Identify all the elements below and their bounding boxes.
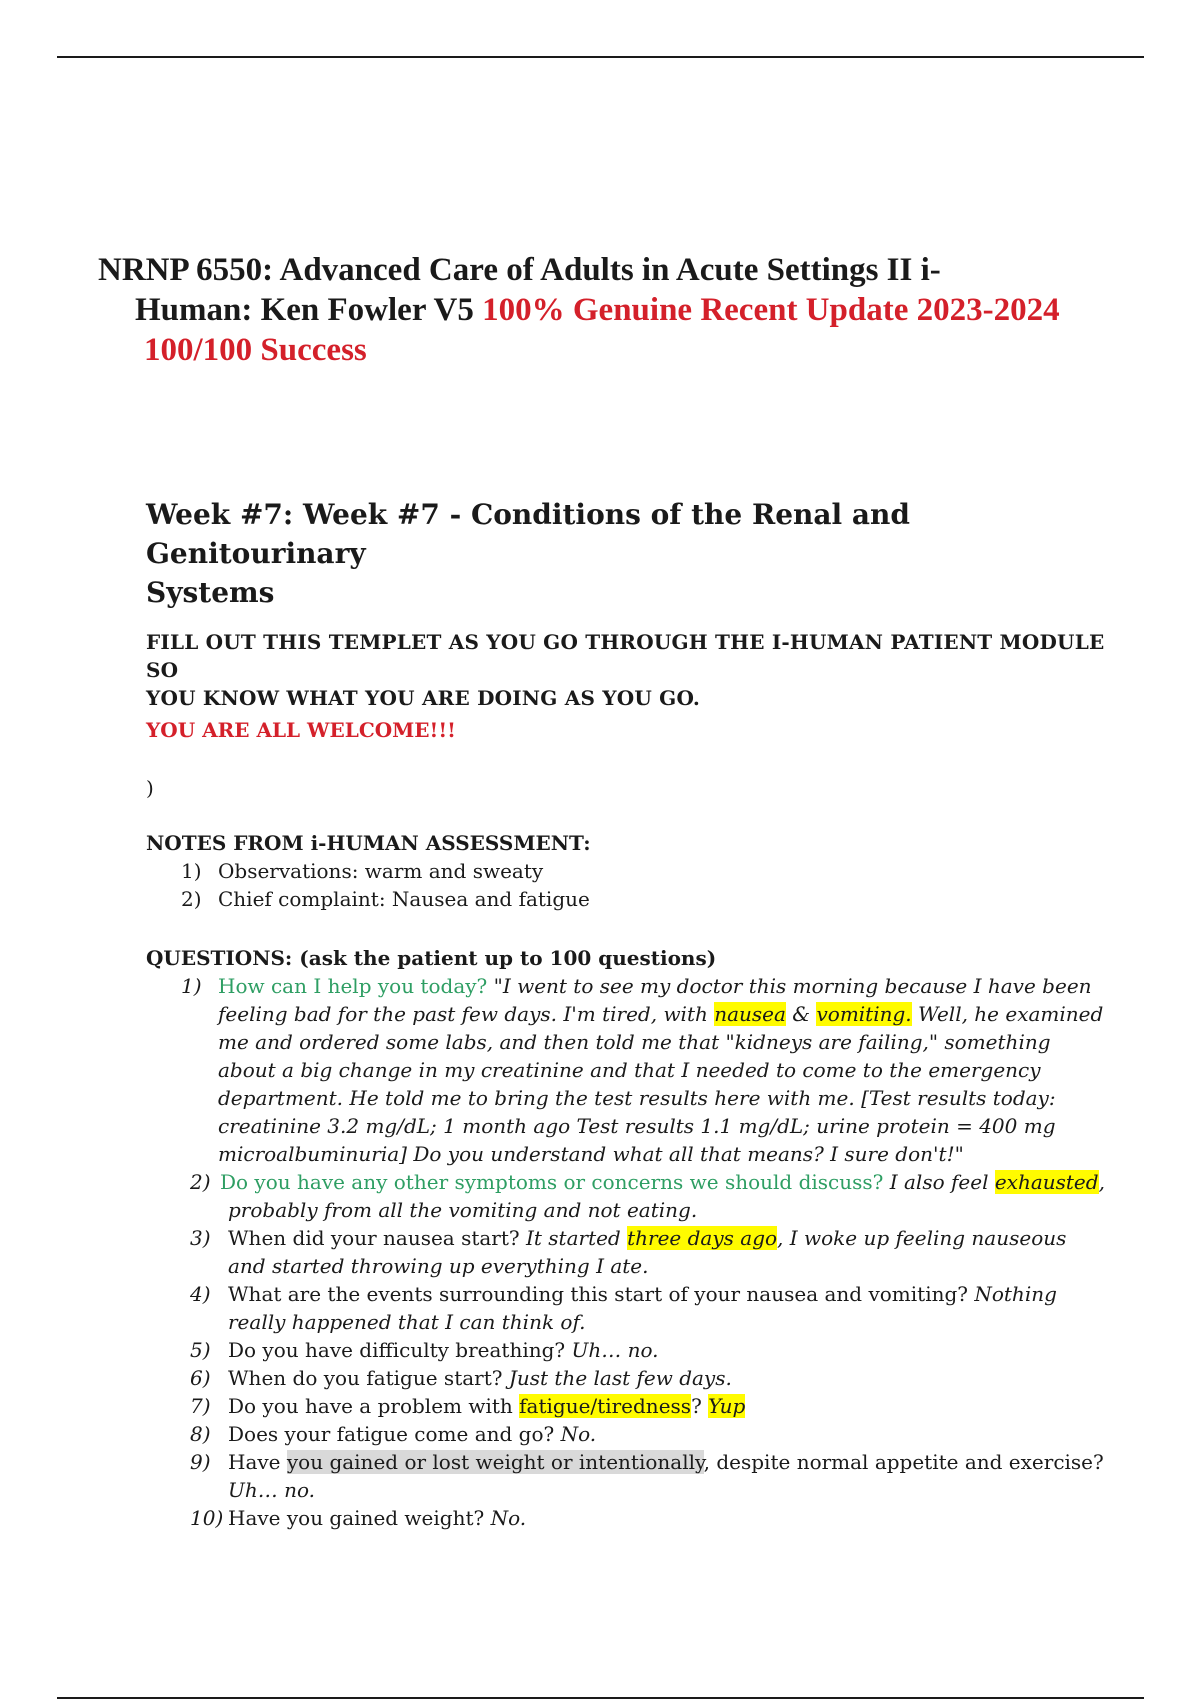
- answer-text: Just the last few days.: [502, 1366, 732, 1390]
- answer-text: &: [785, 1002, 817, 1026]
- question-item-8: [146, 1420, 1106, 1448]
- question-item-3: [146, 1224, 1106, 1280]
- title-line-3: 100/100 Success: [144, 332, 367, 368]
- question-text: , despite normal appetite and exercise?: [703, 1450, 1104, 1474]
- list-item: [146, 885, 1106, 913]
- question-text: How can I help you today?: [218, 974, 488, 998]
- highlighted-answer: nausea: [714, 1002, 786, 1026]
- document-title: [98, 250, 1178, 370]
- bottom-rule: [57, 1697, 1144, 1699]
- answer-text: I also feel: [883, 1170, 995, 1194]
- question-text: What are the events surrounding this start of your nausea and vomiting?: [228, 1282, 968, 1306]
- notes-section: [146, 829, 1106, 913]
- list-number: 4): [190, 1282, 211, 1306]
- question-text: When did your nausea start?: [228, 1226, 520, 1250]
- week-heading: [146, 495, 1106, 612]
- highlighted-answer: vomiting.: [816, 1002, 912, 1026]
- answer-text: "I went to see my doctor this morning because I have been feeling bad for the past few days. I'm tired, with: [218, 974, 1092, 1026]
- title-line-2: [98, 290, 1178, 330]
- question-item-10: [146, 1504, 1106, 1532]
- list-number: 1): [181, 974, 202, 998]
- question-text: ?: [691, 1394, 709, 1418]
- question-text: Does your fatigue come and go?: [228, 1422, 555, 1446]
- title-course-text: Human: Ken Fowler V5: [135, 292, 483, 328]
- instructions-paragraph: [146, 628, 1106, 712]
- question-text: When do you fatigue start?: [228, 1366, 503, 1390]
- list-number: 8): [190, 1422, 211, 1446]
- question-item-4: [146, 1280, 1106, 1336]
- question-item-9: [146, 1448, 1106, 1504]
- answer-text: , I woke up feeling nauseous and started throwing up everything I ate.: [228, 1226, 1067, 1278]
- questions-list: [146, 972, 1106, 1532]
- welcome-text: YOU ARE ALL WELCOME!!!: [146, 718, 456, 742]
- week-heading-line-2: Systems: [146, 576, 275, 609]
- list-number: 3): [190, 1226, 211, 1250]
- question-item-2: [146, 1168, 1106, 1224]
- title-promo-text: 100% Genuine Recent Update 2023-2024: [482, 292, 1060, 328]
- answer-text: Uh… no.: [565, 1338, 659, 1362]
- highlighted-answer: exhausted: [994, 1170, 1099, 1194]
- questions-heading: QUESTIONS: (ask the patient up to 100 questions): [146, 946, 717, 970]
- highlighted-answer: three days ago: [627, 1226, 778, 1250]
- answer-text: Well, he examined me and ordered some labs, and then told me that "kidneys are failing," something about a big change in my creatinine and that I needed to come to the emergency department. He told me to bring the test results here with me. [Test results today: creatinine 3.2 mg/dL; 1 month ago Test results 1.1 mg/dL; urine protein = 400 mg microalbuminuria] Do you understand what all that means? I sure don't!": [218, 1002, 1104, 1166]
- instructions-line-1: FILL OUT THIS TEMPLET AS YOU GO THROUGH THE I-HUMAN PATIENT MODULE SO: [146, 630, 1105, 682]
- top-rule: [57, 56, 1144, 58]
- title-line-1: NRNP 6550: Advanced Care of Adults in Acute Settings II i-: [98, 252, 941, 288]
- week-heading-line-1: Week #7: Week #7 - Conditions of the Renal and Genitourinary: [146, 498, 910, 570]
- answer-text: It started: [519, 1226, 628, 1250]
- list-number: 6): [190, 1366, 211, 1390]
- questions-section: [146, 944, 1106, 1532]
- list-number: 2): [190, 1170, 211, 1194]
- answer-text: Uh… no.: [228, 1478, 316, 1502]
- answer-text: No.: [484, 1506, 527, 1530]
- stray-parenthesis: ): [146, 776, 154, 800]
- note-text: Observations: warm and sweaty: [218, 859, 544, 883]
- list-item: [146, 857, 1106, 885]
- highlighted-question: you gained or lost weight or intentionally: [286, 1450, 704, 1474]
- question-item-7: [146, 1392, 1106, 1420]
- list-number: 5): [190, 1338, 211, 1362]
- notes-heading: NOTES FROM i-HUMAN ASSESSMENT:: [146, 831, 591, 855]
- list-number: 2): [181, 887, 202, 911]
- list-number: 10): [190, 1506, 224, 1530]
- answer-text: , probably from all the vomiting and not eating.: [228, 1170, 1105, 1222]
- question-text: Do you have difficulty breathing?: [228, 1338, 566, 1362]
- question-text: Do you have a problem with: [228, 1394, 520, 1418]
- question-text: Have: [228, 1450, 287, 1474]
- notes-list: [146, 857, 1106, 913]
- answer-text: Nothing really happened that I can think of.: [228, 1282, 1057, 1334]
- question-text: Do you have any other symptoms or concerns we should discuss?: [220, 1170, 884, 1194]
- list-number: 7): [190, 1394, 211, 1418]
- list-number: 9): [190, 1450, 211, 1474]
- answer-text: No.: [554, 1422, 597, 1446]
- highlighted-answer: Yup: [708, 1394, 746, 1418]
- note-text: Chief complaint: Nausea and fatigue: [218, 887, 590, 911]
- question-text: Have you gained weight?: [228, 1506, 485, 1530]
- question-item-5: [146, 1336, 1106, 1364]
- instructions-line-2: YOU KNOW WHAT YOU ARE DOING AS YOU GO.: [146, 686, 701, 710]
- question-item-6: [146, 1364, 1106, 1392]
- list-number: 1): [181, 859, 202, 883]
- highlighted-question: fatigue/tiredness: [519, 1394, 692, 1418]
- question-item-1: [146, 972, 1106, 1168]
